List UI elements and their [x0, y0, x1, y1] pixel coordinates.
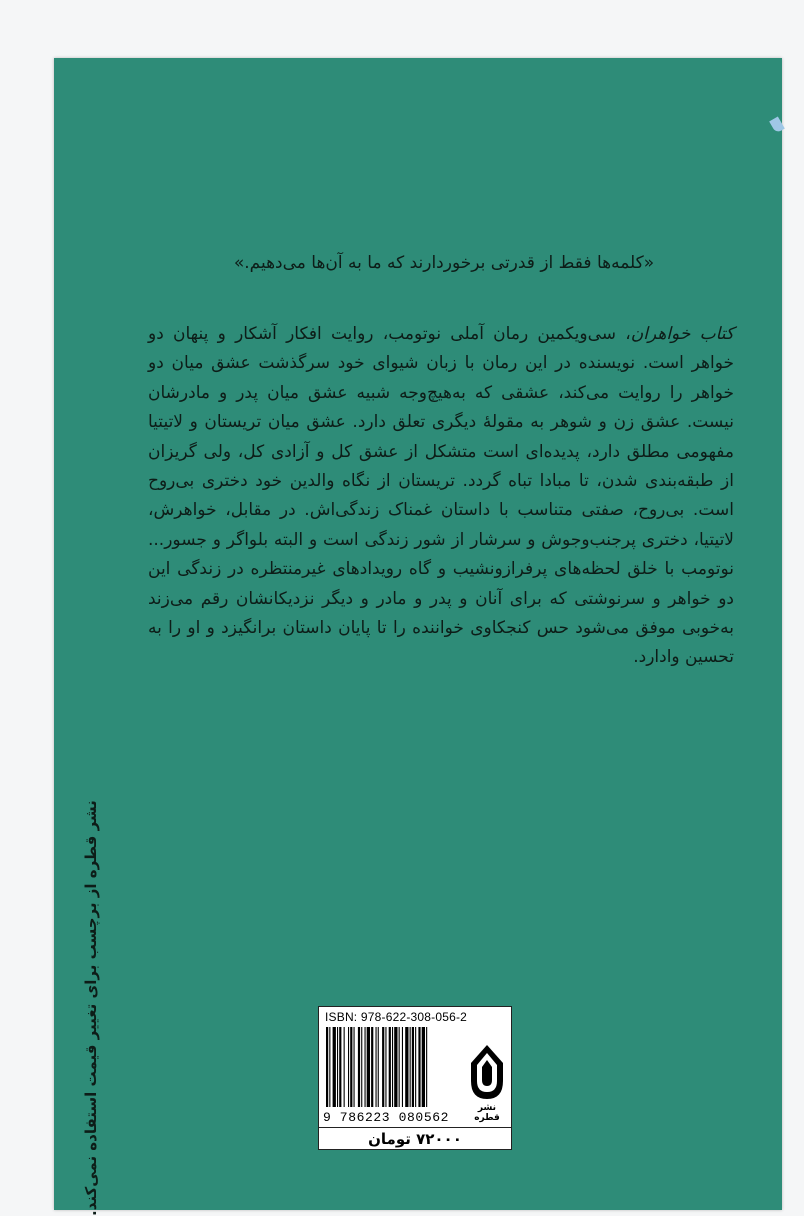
barcode-bar [371, 1027, 373, 1107]
barcode-bar [412, 1027, 414, 1107]
price-label-notice: نشر قطره از برچسب برای تغییر قیمت استفاده نمی‌کند. [82, 800, 100, 1216]
barcode-bar [415, 1027, 416, 1107]
barcode-bar [385, 1027, 386, 1107]
barcode-bar [402, 1027, 403, 1107]
barcode-bar [389, 1027, 391, 1107]
barcode-bar [350, 1027, 352, 1107]
barcode-bar [399, 1027, 400, 1107]
barcode-bar [348, 1027, 349, 1107]
drop-logo-icon [467, 1043, 507, 1103]
book-description [148, 320, 734, 673]
barcode-bar [337, 1027, 338, 1107]
price: ۷۲۰۰۰ تومان [319, 1127, 511, 1150]
description-text: ، سی‌ویکمین رمان آملی نوتومب، روایت افکار آشکار و پنهان دو خواهر است. نویسنده در این رمان با زبان شیوای خود سرگذشت عشق میان دو خواهر را روایت می‌کند، عشقی که به‌هیچ‌وجه شبیه عشق میان پدر و مادرشان نیست. عشق زن و شوهر به مقولهٔ دیگری تعلق دارد. عشق میان تریستان و لاتیتیا مفهومی مطلق دارد، پدیده‌ای است متشکل از عشق کل و آزادی کل، ولی گریزان از طبقه‌بندی شدن، تا مبادا تباه گردد. تریستان از نگاه والدین خود دختری بی‌روح است. بی‌روح، صفتی متناسب با داستان غمناک زندگی‌اش. در مقابل، خواهرش، لاتیتیا، دختری پرجنب‌وجوش و سرشار از شور زندگی است و البته بلواگر و جسور... نوتومب با خلق لحظه‌های پرفرازونشیب و گاه رویدادهای غیرمنتظره در زندگی این دو خواهر و سرنوشتی که برای آنان و پدر و مادر و دیگر نزدیکانشان رقم می‌زند به‌خوبی موفق می‌شود حس کنجکاوی خواننده را تا پایان داستان برانگیزد و او را به تحسین وادارد. [148, 324, 734, 668]
publisher-name: نشر قطره [474, 1103, 500, 1123]
cover-quote: «کلمه‌ها فقط از قدرتی برخوردارند که ما به آن‌ها می‌دهیم.» [233, 253, 655, 273]
corner-mark [769, 116, 785, 133]
barcode-bar [344, 1027, 345, 1107]
barcode-bar [392, 1027, 393, 1107]
barcode-bar [326, 1027, 328, 1107]
barcode-bar [410, 1027, 411, 1107]
barcode-bar [365, 1027, 366, 1107]
barcode-bar [361, 1027, 362, 1107]
publisher-logo [467, 1043, 507, 1103]
barcode-digits: 9 786223 080562 [323, 1110, 450, 1125]
barcode-bar [422, 1027, 425, 1107]
barcode-bar [358, 1027, 360, 1107]
barcode-bar [418, 1027, 420, 1107]
barcode-bar [329, 1027, 330, 1107]
barcode-bar [426, 1027, 427, 1107]
book-title-italic: کتاب خواهران [630, 324, 734, 344]
barcode-bar [394, 1027, 397, 1107]
barcode-bar [376, 1027, 377, 1107]
barcode-bar [367, 1027, 370, 1107]
barcode-bar [405, 1027, 408, 1107]
barcode-bar [333, 1027, 336, 1107]
isbn-number: ISBN: 978-622-308-056-2 [325, 1010, 468, 1024]
barcode-bar [354, 1027, 355, 1107]
barcode-bar [339, 1027, 341, 1107]
barcode-bars [325, 1027, 463, 1107]
barcode-bar [378, 1027, 379, 1107]
barcode-bar [382, 1027, 384, 1107]
barcode-box [318, 1006, 512, 1150]
